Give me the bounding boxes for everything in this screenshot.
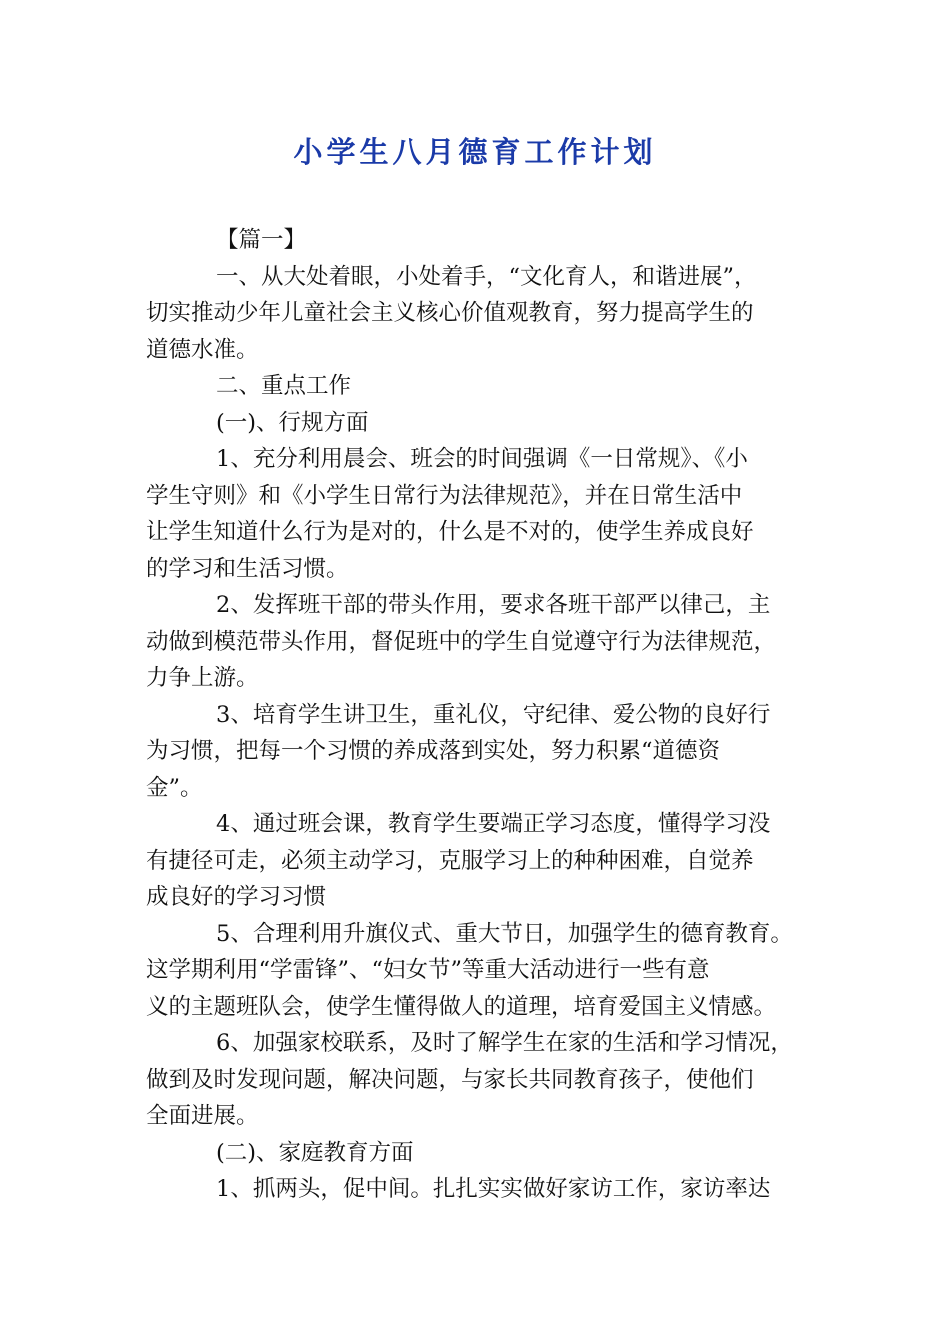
document-body bbox=[146, 222, 806, 1208]
text-line: 一、从大处着眼，小处着手，“文化育人，和谐进展”， bbox=[216, 263, 757, 290]
text-line: 的学习和生活习惯。 bbox=[146, 555, 349, 582]
text-line: 1、抓两头，促中间。扎扎实实做好家访工作，家访率达 bbox=[216, 1176, 771, 1202]
text-line: 做到及时发现问题，解决问题，与家长共同教育孩子，使他们 bbox=[146, 1066, 754, 1093]
text-line: 为习惯，把每一个习惯的养成落到实处，努力积累“道德资 bbox=[146, 738, 721, 764]
text-line: 5、合理利用升旗仪式、重大节日，加强学生的德育教育。 bbox=[216, 920, 793, 947]
text-line: 切实推动少年儿童社会主义核心价值观教育，努力提高学生的 bbox=[146, 300, 754, 326]
text-line: 力争上游。 bbox=[146, 665, 259, 691]
text-line: 6、加强家校联系，及时了解学生在家的生活和学习情况， bbox=[216, 1030, 793, 1056]
text-line: 学生守则》和《小学生日常行为法律规范》，并在日常生活中 bbox=[146, 482, 743, 509]
text-line: 义的主题班队会，使学生懂得做人的道理，培育爱国主义情感。 bbox=[146, 993, 777, 1020]
text-line: 道德水准。 bbox=[146, 336, 259, 363]
text-line: 3、培育学生讲卫生，重礼仪，守纪律、爱公物的良好行 bbox=[216, 701, 771, 728]
text-line: 这学期利用“学雷锋”、“妇女节”等重大活动进行一些有意 bbox=[146, 957, 710, 983]
text-line: 动做到模范带头作用，督促班中的学生自觉遵守行为法律规范， bbox=[146, 628, 777, 655]
text-line: 金”。 bbox=[146, 774, 203, 801]
text-line: (二)、家庭教育方面 bbox=[216, 1139, 414, 1166]
text-line: 4、通过班会课，教育学生要端正学习态度，懂得学习没 bbox=[216, 811, 771, 837]
text-line: 有捷径可走，必须主动学习，克服学习上的种种困难，自觉养 bbox=[146, 847, 754, 874]
document-title: 小学生八月德育工作计划 bbox=[293, 135, 657, 169]
text-line: 2、发挥班干部的带头作用，要求各班干部严以律己，主 bbox=[216, 592, 771, 618]
text-line: 二、重点工作 bbox=[216, 373, 352, 399]
text-line: 1、充分利用晨会、班会的时间强调《一日常规》、《小 bbox=[216, 446, 748, 472]
text-line: (一)、行规方面 bbox=[216, 409, 369, 436]
text-line: 让学生知道什么行为是对的，什么是不对的，使学生养成良好 bbox=[146, 519, 754, 545]
text-line: 【篇一】 bbox=[216, 227, 307, 253]
text-line: 成良好的学习习惯 bbox=[146, 884, 327, 910]
text-line: 全面进展。 bbox=[146, 1103, 259, 1129]
